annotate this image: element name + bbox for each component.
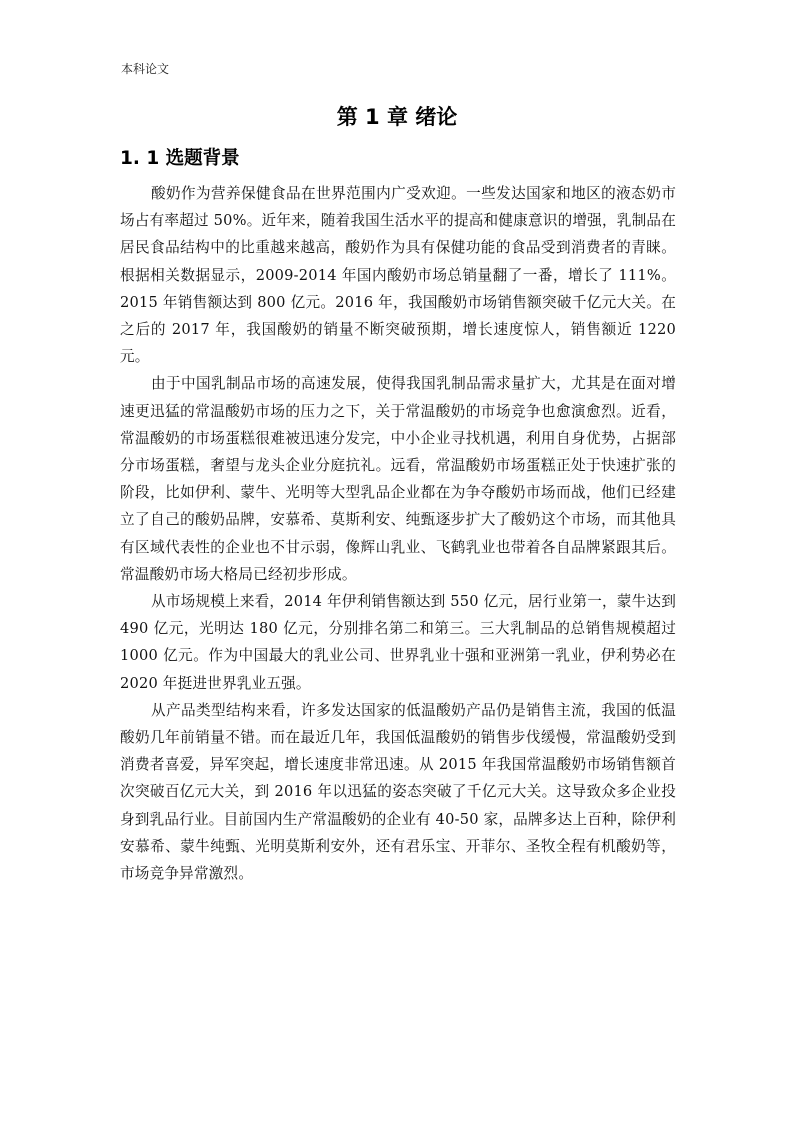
paragraph-3: 从市场规模上来看，2014 年伊利销售额达到 550 亿元，居行业第一，蒙牛达到 490 亿元，光明达 180 亿元，分别排名第二和第三。三大乳制品的总销售规模超过 1000 亿元。作为中国最大的乳业公司、世界乳业十强和亚洲第一乳业，伊利势必在 2020 年挺进世界乳业五强。 — [120, 593, 676, 692]
body-text — [120, 180, 676, 887]
section-heading: 1. 1 选题背景 — [120, 148, 240, 169]
paragraph-4: 从产品类型结构来看，许多发达国家的低温酸奶产品仍是销售主流，我国的低温酸奶几年前销量不错。而在最近几年，我国低温酸奶的销售步伐缓慢，常温酸奶受到消费者喜爱，异军突起，增长速度非常迅速。从 2015 年我国常温酸奶市场销售额首次突破百亿元大关，到 2016 年以迅猛的姿态突破了千亿元大关。这导致众多企业投身到乳品行业。目前国内生产常温酸奶的企业有 40-50 家，品牌多达上百种，除伊利安慕希、蒙牛纯甄、光明莫斯利安外，还有君乐宝、开菲尔、圣牧全程有机酸奶等，市场竞争异常激烈。 — [120, 701, 676, 883]
running-header: 本科论文 — [121, 62, 170, 76]
header-divider — [118, 82, 676, 83]
paragraph-2: 由于中国乳制品市场的高速发展，使得我国乳制品需求量扩大，尤其是在面对增速更迅猛的常温酸奶市场的压力之下，关于常温酸奶的市场竞争也愈演愈烈。近看，常温酸奶的市场蛋糕很难被迅速分发完，中小企业寻找机遇，利用自身优势，占据部分市场蛋糕，奢望与龙头企业分庭抗礼。远看，常温酸奶市场蛋糕正处于快速扩张的阶段，比如伊利、蒙牛、光明等大型乳品企业都在为争夺酸奶市场而战，他们已经建立了自己的酸奶品牌，安慕希、莫斯利安、纯甄逐步扩大了酸奶这个市场，而其他具有区域代表性的企业也不甘示弱，像辉山乳业、飞鹤乳业也带着各自品牌紧跟其后。常温酸奶市场大格局已经初步形成。 — [120, 375, 676, 583]
chapter-title: 第 1 章 绪论 — [336, 105, 458, 129]
paragraph-1: 酸奶作为营养保健食品在世界范围内广受欢迎。一些发达国家和地区的液态奶市场占有率超过 50%。近年来，随着我国生活水平的提高和健康意识的增强，乳制品在居民食品结构中的比重越来越高，酸奶作为具有保健功能的食品受到消费者的青睐。根据相关数据显示，2009-2014 年国内酸奶市场总销量翻了一番，增长了 111%。2015 年销售额达到 800 亿元。2016 年，我国酸奶市场销售额突破千亿元大关。在之后的 2017 年，我国酸奶的销量不断突破预期，增长速度惊人，销售额近 1220 元。 — [120, 185, 676, 366]
